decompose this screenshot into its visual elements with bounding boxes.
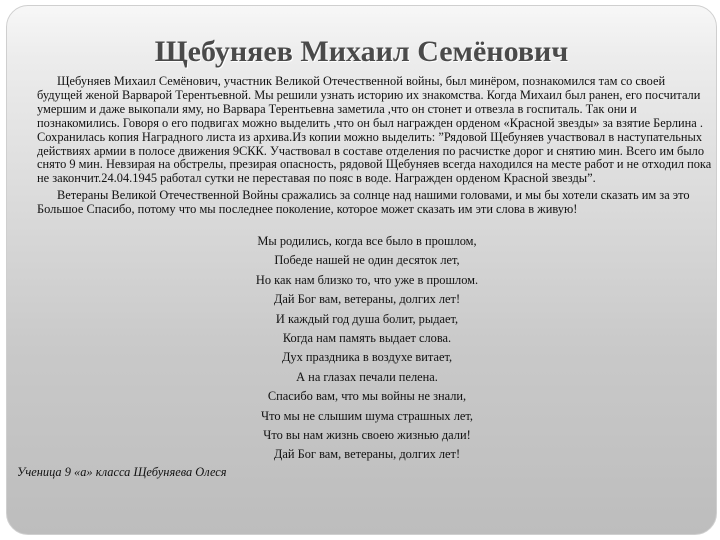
poem-line: Дух праздника в воздухе витает,: [281, 350, 453, 365]
poem: [207, 234, 527, 467]
poem-line: Дай Бог вам, ветераны, долгих лет!: [273, 447, 461, 462]
poem-line: А на глазах печали пелена.: [296, 369, 438, 384]
poem-line: Мы родились, когда все было в прошлом,: [257, 234, 477, 248]
body-text: [37, 75, 713, 217]
slide: [6, 5, 717, 535]
poem-line: Спасибо вам, что мы войны не знали,: [267, 389, 467, 404]
poem-line: И каждый год душа болит, рыдает,: [275, 311, 459, 326]
poem-line: Победе нашей не один десяток лет,: [274, 253, 460, 268]
page-title: Щебуняев Михаил Семёнович: [154, 35, 569, 68]
poem-line: Но как нам близко то, что уже в прошлом.: [255, 272, 479, 287]
paragraph-gratitude: Ветераны Великой Отечественной Войны сражались за солнце над нашими головами, и мы бы хотели сказать им за это Большое Спасибо, потому что мы последнее поколение, которое может сказать им эти слова в живую!: [37, 188, 690, 217]
author-signature: Ученица 9 «а» класса Щебуняева Олеся: [17, 465, 227, 479]
poem-line: Дай Бог вам, ветераны, долгих лет!: [273, 292, 461, 307]
poem-line: Что мы не слышим шума страшных лет,: [261, 408, 473, 423]
poem-line: Что вы нам жизнь своею жизнью дали!: [263, 427, 471, 442]
paragraph-biography: Щебуняев Михаил Семёнович, участник Великой Отечественной войны, был минёром, познакомился там со своей будущей женой Варварой Терентьевной. Мы решили узнать историю их знакомства. Когда Михаил был ранен, его посчитали умершим и даже выкопали яму, но Варвара Терентьевна заметила ,что он стонет и отвезла в госпиталь. Так они и познакомились. Говоря о его подвигах можно выделить ,что он был награжден орденом «Красной звезды» за взятие Берлина . Сохранилась копия Наградного листа из архива.Из копии можно выделить: ”Рядовой Щебуняев участвовал в наступательных действиях армии в полосе движения 9СКК. Участвовал в составе отделения по расчистке дорог и снятию мин. Всего им было снято 9 мин. Невзирая на обстрелы, презирая опасность, рядовой Щебуняев всегда находился на месте работ и не отходил пока не закончит.24.04.1945 работал сутки не переставая по пояс в воде. Награжден орденом Красной звезды”.: [37, 74, 712, 186]
poem-line: Когда нам память выдает слова.: [282, 330, 452, 345]
